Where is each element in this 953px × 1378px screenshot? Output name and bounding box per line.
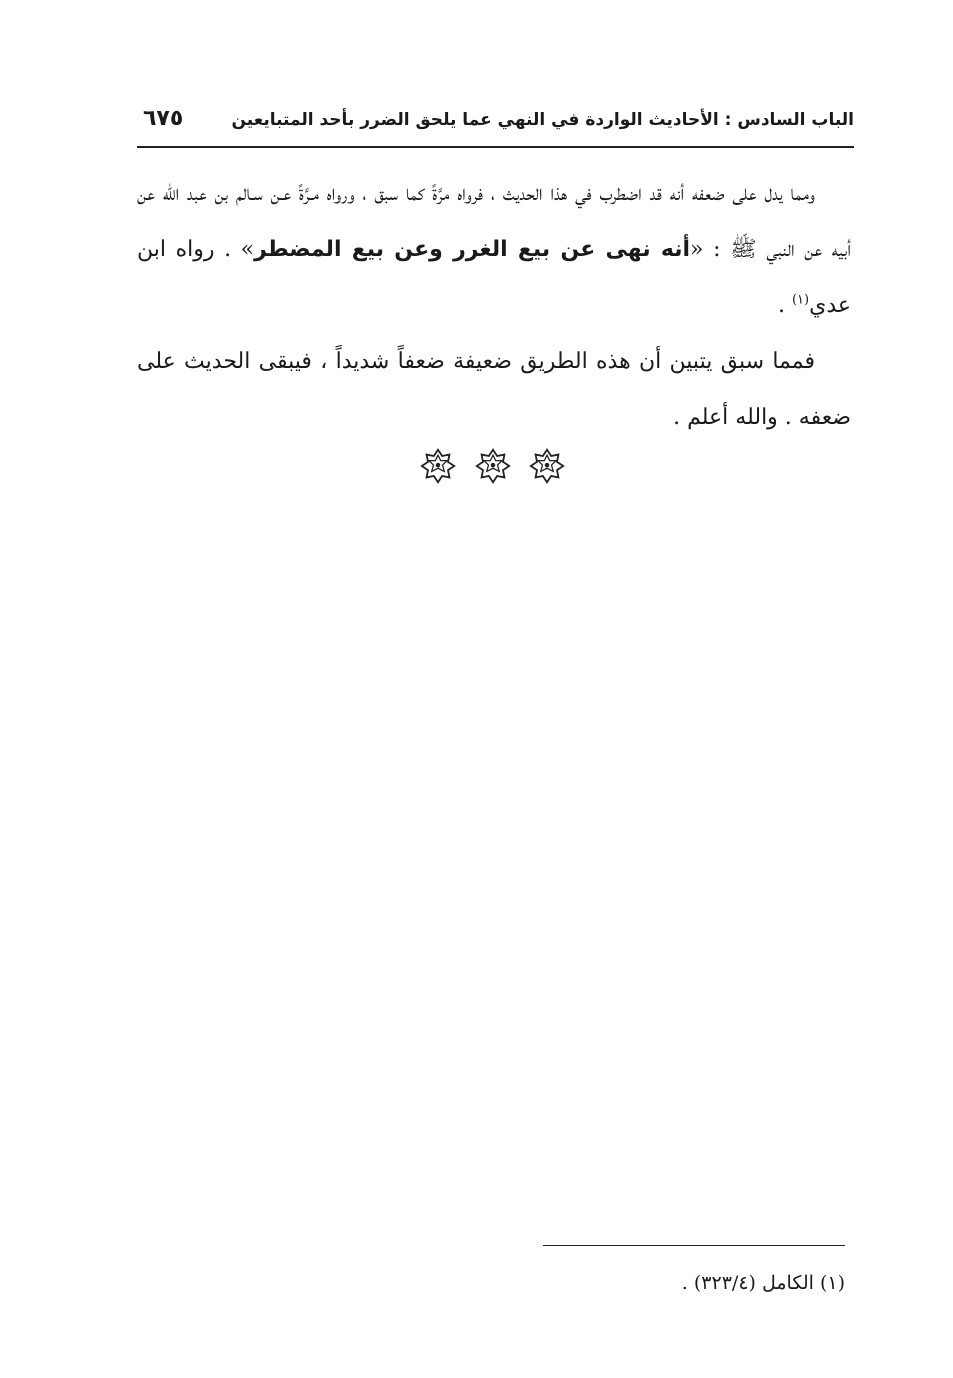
main-text <box>137 166 851 446</box>
header-divider <box>137 146 854 148</box>
paragraph-1-continuation: » . رواه ابن عدي <box>137 237 851 318</box>
eight-point-star-ornament-icon <box>475 448 511 484</box>
footnote-reference: (١) <box>791 292 810 308</box>
paragraph-1 <box>137 166 851 334</box>
hadith-quote: أنه نهى عن بيع الغرر وعن بيع المضطر <box>254 237 691 262</box>
paragraph-2: فمما سبق يتبين أن هذه الطريق ضعيفة ضعفاً شديداً ، فيبقى الحديث على ضعفه . والله أعلم . <box>137 349 851 430</box>
footnote: (١) الكامل (٣٢٣/٤) . <box>681 1272 845 1294</box>
page-number: ٦٧٥ <box>143 106 184 131</box>
paragraph-1-text: ومما يدل على ضعفه أنه قد اضطرب في هذا الحديث ، فرواه مرَّةً كما سبق ، ورواه مـرَّةً عـن سـالم بن عبد الله عن أبيه عن النبي ﷺ : « <box>137 181 851 262</box>
section-end-ornaments <box>420 446 565 486</box>
running-header <box>137 104 854 144</box>
eight-point-star-ornament-icon <box>420 448 456 484</box>
chapter-title: الباب السادس : الأحاديث الواردة في النهي عما يلحق الضرر بأحد المتبايعين <box>231 110 854 130</box>
eight-point-star-ornament-icon <box>529 448 565 484</box>
footnote-divider <box>543 1245 845 1246</box>
paragraph-1-end: . <box>777 293 792 318</box>
